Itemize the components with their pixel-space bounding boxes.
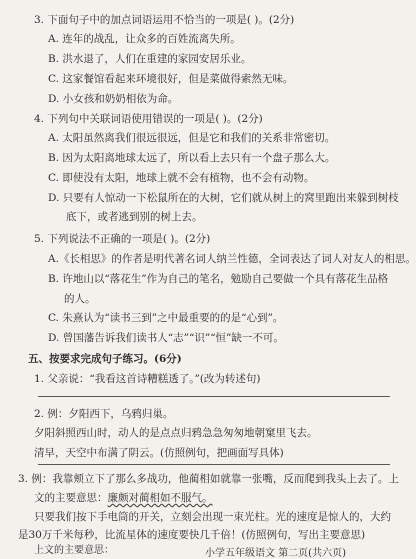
s3-task-line2: 是30万千米每秒，比流星体的速度要快几千倍！(仿照例句，写出主要意思)	[18, 529, 366, 541]
s2-answer-line[interactable]	[38, 464, 390, 465]
q4-option-a: A. 太阳虽然离我们很远很远，但是它和我们的关系非常密切。	[48, 132, 336, 144]
q4-stem: 4. 下列句中关联词语使用错误的一项是( )。(2分)	[34, 113, 263, 125]
s2-example: 2. 例：夕阳西下，乌鸦归巢。	[34, 408, 174, 420]
q3-option-a: A. 连年的战乱，让众多的百姓流离失所。	[48, 33, 241, 45]
s1-answer-line[interactable]	[38, 396, 390, 397]
q4-option-b: B. 因为太阳离地球太远了，所以看上去只有一个盘子那么大。	[48, 152, 336, 164]
q5-option-c: C. 朱熹认为“读书三到”之中最重要的的是“心到”。	[48, 312, 284, 324]
q4-option-c: C. 即使没有太阳，地球上就不会有植物，也不会有动物。	[48, 172, 315, 184]
q5-option-d: D. 曾国藩告诉我们读书人“志”“识”“恒”缺一不可。	[48, 332, 284, 344]
q5-option-a: A.《长相思》的作者是明代著名词人纳兰性德，全词表达了词人对友人的相思。	[48, 253, 416, 265]
s3-main-idea-label: 文的主要意思：	[34, 492, 108, 504]
q3-option-d: D. 小女孩和奶奶相依为命。	[48, 93, 179, 105]
s3-answer-label: 上文的主要意思：	[34, 545, 114, 556]
s3-main-idea-answer: 廉颇对蔺相如不服气。	[107, 492, 213, 504]
s3-example-line2	[34, 491, 213, 505]
q3-option-b: B. 洪水退了，人们在重建的家园安居乐业。	[48, 53, 252, 65]
s3-example-line1: 3. 例：我靠颊立下了那么多战功，他蔺相如就靠一张嘴，反而爬到我头上去了。上	[18, 473, 399, 485]
footer-subject: 小学五年级语文	[205, 548, 275, 559]
s2-example-text: 夕阳斜照西山时，动人的是点点归鸦急急匆匆地朝窠里飞去。	[34, 427, 318, 439]
q4-option-d-line1: D. 只要有人惊动一下松鼠所在的大树，它们就从树上的窝里跑出来躲到树枝	[48, 192, 399, 204]
footer-page: 第二页(共六页)	[278, 548, 346, 559]
q3-stem: 3. 下面句子中的加点词语运用不恰当的一项是( )。(2分)	[34, 14, 295, 26]
q5-option-b-line2: 的人。	[64, 293, 96, 305]
q3-option-c: C. 这家餐馆看起来环境很好，但是菜做得索然无味。	[48, 73, 294, 85]
s2-task: 清早，天空中布满了阴云。(仿照例句，把画面写具体)	[34, 447, 284, 459]
s1-question: 1. 父亲说：“我看这首诗糟糕透了。”(改为转述句)	[34, 373, 261, 385]
q5-option-b-line1: B. 许地山以“落花生”作为自己的笔名，勉励自己要做一个具有落花生品格	[48, 273, 389, 285]
page-footer	[205, 544, 346, 559]
s3-task-line1: 只要我们按下手电筒的开关，立刻会出现一束光柱。光的速度是惊人的，大约	[34, 511, 391, 523]
q4-option-d-line2: 底下，或者逃到别的树上去。	[66, 211, 203, 223]
section5-title: 五、按要求完成句子练习。(6分)	[28, 353, 182, 365]
q5-stem: 5. 下列说法不正确的一项是( )。(2分)	[34, 233, 211, 245]
